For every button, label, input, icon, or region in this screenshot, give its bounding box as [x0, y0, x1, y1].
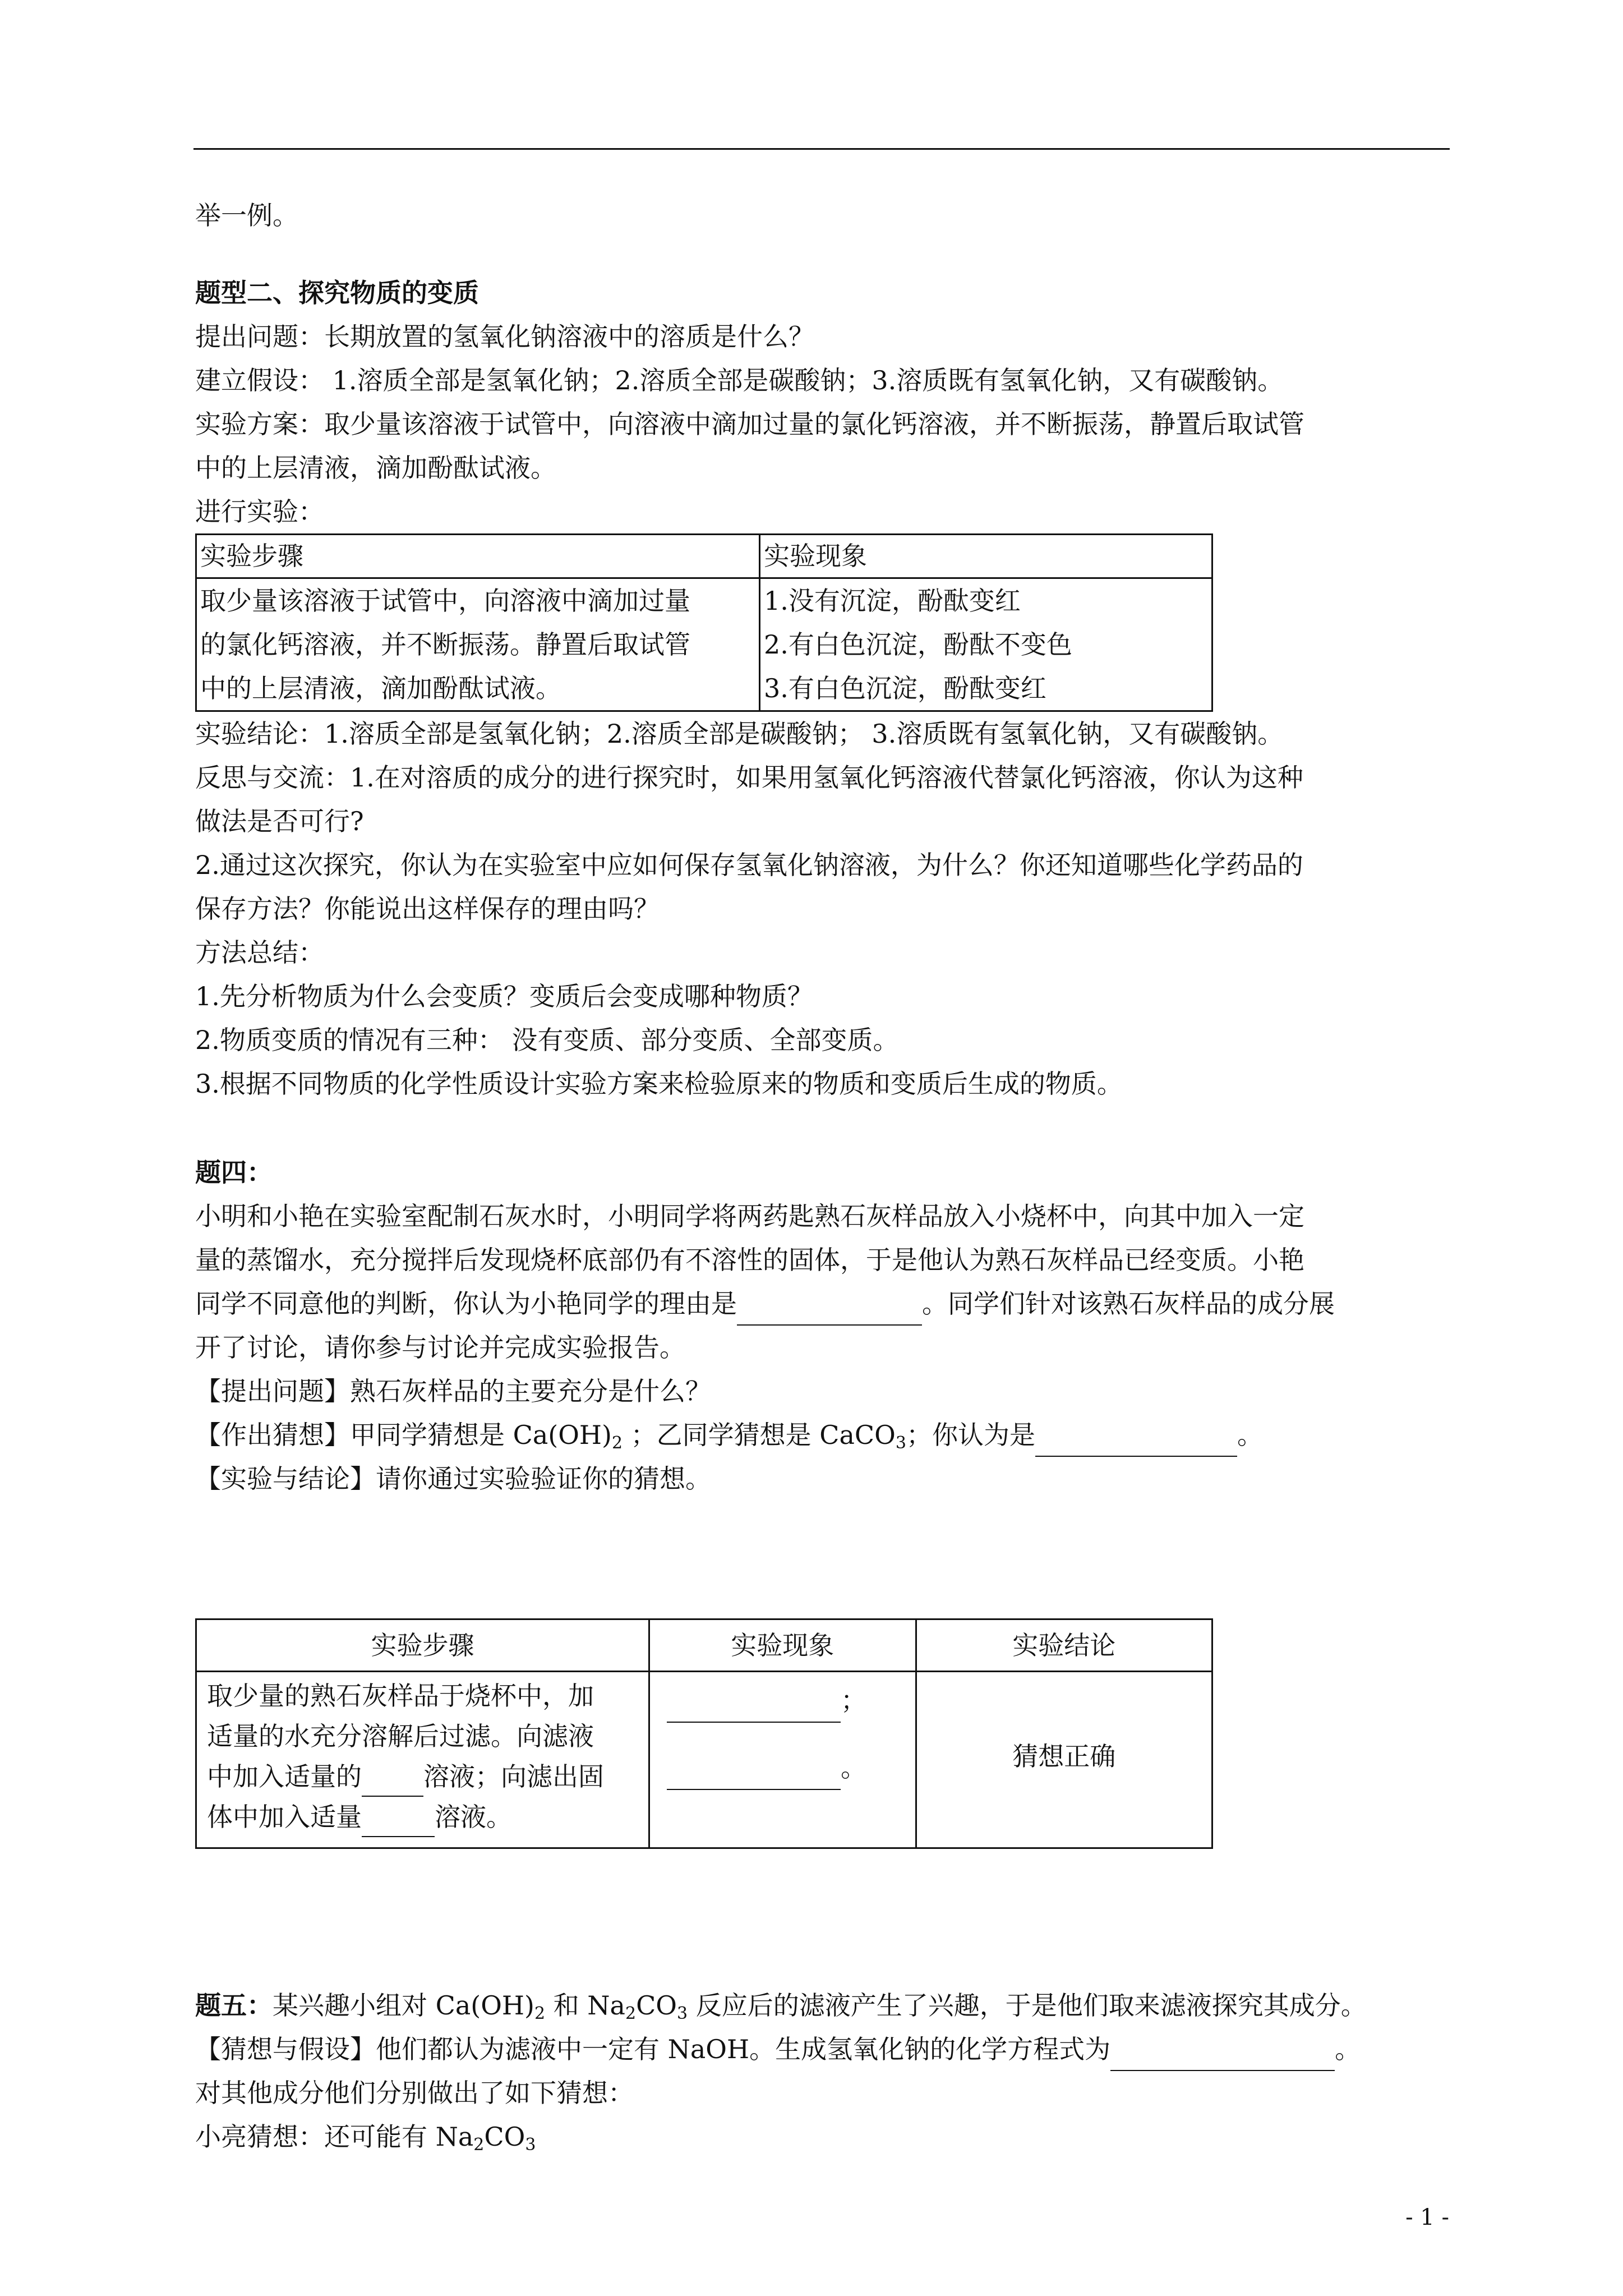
- section4-reason-text: 同学不同意他的判断，你认为小艳同学的理由是: [195, 1289, 737, 1319]
- table1-phenomena-cell: [760, 578, 1212, 711]
- section4-question: 【提出问题】熟石灰样品的主要充分是什么？: [195, 1376, 711, 1406]
- table1-phenomenon: 1.没有沉淀，酚酞变红: [764, 586, 1021, 616]
- section2-reflection-line1: 反思与交流：1.在对溶质的成分的进行探究时，如果用氢氧化钙溶液代替氯化钙溶液，你认为这种: [195, 762, 1303, 793]
- method-item-3: 3.根据不同物质的化学性质设计实验方案来检验原来的物质和变质后生成的物质。: [195, 1069, 1123, 1099]
- phenomenon-blank-1[interactable]: [667, 1696, 841, 1723]
- table1-steps-cell: [196, 578, 760, 711]
- section5-hypothesis: 【猜想与假设】他们都认为滤液中一定有 NaOH。生成氢氧化钠的化学方程式为 。: [195, 2027, 1451, 2071]
- section2-do-experiment: 进行实验：: [195, 496, 324, 527]
- section4-paragraph-line1: 小明和小艳在实验室配制石灰水时，小明同学将两药匙熟石灰样品放入小烧杯中，向其中加入一定: [195, 1201, 1304, 1231]
- section4-paragraph-line4: 开了讨论，请你参与讨论并完成实验报告。: [195, 1332, 685, 1363]
- section4-guess: 【作出猜想】甲同学猜想是 $Ca(OH)_2$ ；乙同学猜想是 CaCO$_3$；你认为是 。: [195, 1413, 1451, 1457]
- table2-header-steps: 实验步骤: [196, 1619, 649, 1672]
- method-item-2: 2.物质变质的情况有三种： 没有变质、部分变质、全部变质。: [195, 1025, 899, 1055]
- table1-phenomenon: 2.有白色沉淀，酚酞不变色: [764, 629, 1072, 660]
- experiment-table-1: [195, 533, 1213, 712]
- section2-reflection-line3: 2.通过这次探究，你认为在实验室中应如何保存氢氧化钠溶液，为什么？你还知道哪些化学药品的: [195, 850, 1303, 880]
- section2-reflection-line4: 保存方法？你能说出这样保存的理由吗？: [195, 894, 660, 924]
- section5-intro: 题五：某兴趣小组对 $Ca(OH)_2$ 和 $Na_2CO_3$ 反应后的滤液产生了兴趣，于是他们取来滤液探究其成分。: [195, 1990, 1367, 2023]
- page-number: - 1 -: [1405, 2205, 1449, 2230]
- section2-hypothesis: 建立假设： 1.溶质全部是氢氧化钠；2.溶质全部是碳酸钠；3.溶质既有氢氧化钠，又有碳酸钠。: [195, 365, 1284, 395]
- section4-reason-tail: 。同学们针对该熟石灰样品的成分展: [922, 1289, 1335, 1319]
- table1-step-line: 的氯化钙溶液，并不断振荡。静置后取试管: [200, 629, 690, 660]
- phenomenon-blank-2[interactable]: [667, 1763, 841, 1790]
- filtrate-reagent-blank[interactable]: [362, 1770, 423, 1797]
- section2-conclusion: 实验结论：1.溶质全部是氢氧化钠；2.溶质全部是碳酸钠； 3.溶质既有氢氧化钠，又有碳酸钠。: [195, 719, 1284, 749]
- equation-answer-blank[interactable]: [1110, 2041, 1335, 2071]
- section2-plan-line2: 中的上层清液，滴加酚酞试液。: [195, 453, 556, 483]
- method-item-1: 1.先分析物质为什么会变质？变质后会变成哪种物质？: [195, 981, 813, 1011]
- section5-xiaoliang-guess: 小亮猜想：还可能有 $Na_2CO_3$: [195, 2122, 536, 2155]
- section5-other-guesses: 对其他成分他们分别做出了如下猜想：: [195, 2078, 634, 2108]
- section2-plan-line1: 实验方案：取少量该溶液于试管中，向溶液中滴加过量的氯化钙溶液，并不断振荡，静置后取试管: [195, 409, 1304, 439]
- section2-title: 题型二、探究物质的变质: [195, 278, 479, 308]
- section2-question: 提出问题：长期放置的氢氧化钠溶液中的溶质是什么？: [195, 321, 814, 352]
- table2-conclusion-cell: 猜想正确: [916, 1672, 1212, 1848]
- guess-answer-blank[interactable]: [1035, 1427, 1237, 1457]
- section4-title: 题四：: [195, 1157, 273, 1188]
- table2-header-conclusion: 实验结论: [916, 1619, 1212, 1672]
- table1-header-steps: 实验步骤: [196, 535, 760, 578]
- document-body: [195, 194, 1451, 2159]
- table2-phenomena-cell: ； 。: [649, 1672, 916, 1848]
- table1-phenomenon: 3.有白色沉淀，酚酞变红: [764, 673, 1046, 703]
- table1-step-line: 中的上层清液，滴加酚酞试液。: [200, 673, 561, 703]
- table1-header-phenomena: 实验现象: [760, 535, 1212, 578]
- table2-header-phenomena: 实验现象: [649, 1619, 916, 1672]
- intro-line: 举一例。: [195, 200, 298, 231]
- table2-steps-cell: 取少量的熟石灰样品于烧杯中，加 适量的水充分溶解后过滤。向滤液 中加入适量的 溶液；向滤出固 体中加入适量 溶液。: [196, 1672, 649, 1848]
- experiment-table-2: [195, 1618, 1213, 1849]
- reason-answer-blank[interactable]: [737, 1295, 922, 1326]
- section5-title: 题五：: [195, 1990, 273, 2021]
- section4-paragraph-line2: 量的蒸馏水，充分搅拌后发现烧杯底部仍有不溶性的固体，于是他认为熟石灰样品已经变质。小艳: [195, 1245, 1304, 1275]
- method-summary-title: 方法总结：: [195, 937, 324, 968]
- header-rule: [193, 148, 1450, 150]
- solid-reagent-blank[interactable]: [362, 1810, 435, 1837]
- section2-reflection-line2: 做法是否可行?: [195, 806, 364, 836]
- section4-verify: 【实验与结论】请你通过实验验证你的猜想。: [195, 1464, 711, 1494]
- section4-paragraph-line3: [195, 1282, 1451, 1326]
- table1-step-line: 取少量该溶液于试管中，向溶液中滴加过量: [200, 586, 690, 616]
